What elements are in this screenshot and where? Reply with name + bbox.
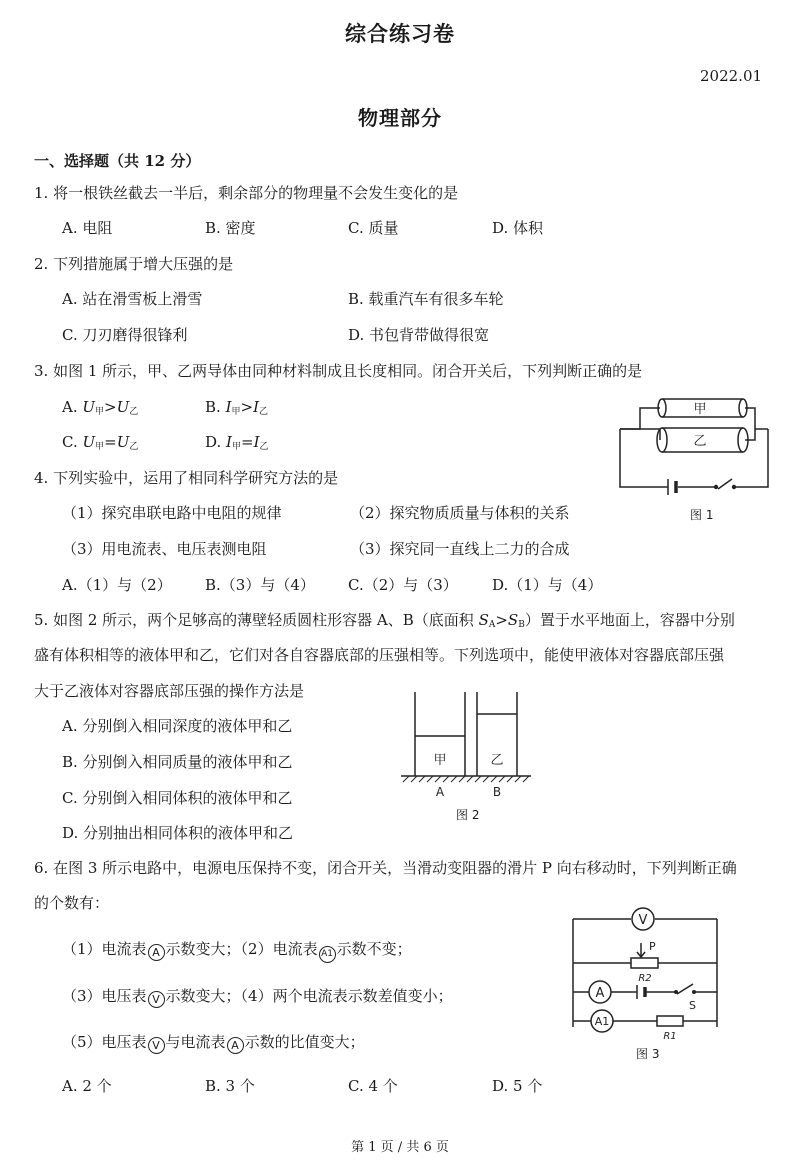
voltmeter-v-symbol: V [148,991,165,1008]
q1-option-d: D. 体积 [492,219,544,237]
figure-2-label-yi: 乙 [490,753,504,768]
q4-item-1: （1）探究串联电路中电阻的规律 [62,504,282,522]
figure-3-label-s: S [689,999,696,1012]
figure-3-voltmeter-label: V [638,913,648,928]
q3-option-d: D. $I_甲=I_乙$ [205,433,269,452]
q1-option-a: A. 电阻 [62,219,113,237]
q6-stem-line-2: 的个数有： [34,894,110,912]
figure-1-circuit [610,392,785,522]
q6-stem-line-1: 6. 在图 3 所示电路中，电源电压保持不变，闭合开关，当滑动变阻器的滑片 P 向右移动时，下列判断正确 [34,859,737,877]
q4-option-b: B.（3）与（4） [205,576,315,594]
figure-1-caption: 图 1 [690,508,714,522]
figure-3-label-p: P [649,940,656,953]
q4-option-a: A.（1）与（2） [62,576,172,594]
q1-option-c: C. 质量 [348,219,399,237]
q2-option-b: B. 载重汽车有很多车轮 [348,290,504,308]
ammeter-a-symbol: A [227,1037,244,1054]
figure-1-label-jia: 甲 [693,402,707,417]
figure-1-label-yi: 乙 [693,434,707,449]
q6-option-a: A. 2 个 [62,1077,112,1095]
figure-3-circuit [565,905,725,1045]
figure-2-label-b: B [492,785,502,799]
voltmeter-v-symbol: V [148,1037,165,1054]
figure-2-label-jia: 甲 [433,753,447,768]
figure-3-label-r1: R1 [663,1031,677,1042]
q3-option-c: C. $U_甲=U_乙$ [62,433,139,452]
q1-option-b: B. 密度 [205,219,256,237]
page-footer: 第 1 页 / 共 6 页 [351,1140,449,1155]
q4-stem: 4. 下列实验中，运用了相同科学研究方法的是 [34,469,339,487]
q1-stem: 1. 将一根铁丝截去一半后，剩余部分的物理量不会发生变化的是 [34,184,459,202]
figure-3-ammeter-a-label: A [595,986,605,1001]
figure-2-caption: 图 2 [456,808,480,822]
q6-option-b: B. 3 个 [205,1077,255,1095]
q3-option-a: A. $U_甲>U_乙$ [62,398,139,417]
ammeter-a-symbol: A [148,944,165,961]
exam-title: 综合练习卷 [345,21,455,46]
q2-stem: 2. 下列措施属于增大压强的是 [34,255,234,273]
q3-stem: 3. 如图 1 所示，甲、乙两导体由同种材料制成且长度相同。闭合开关后，下列判断正确的是 [34,362,643,380]
figure-2-containers [393,688,538,800]
q5-option-a: A. 分别倒入相同深度的液体甲和乙 [62,717,293,735]
q6-statement-3-4: （3）电压表 V 示数变大；（4）两个电流表示数差值变小； [62,987,453,1006]
q5-stem-line-1: 5. 如图 2 所示，两个足够高的薄壁轻质圆柱形容器 A、B（底面积 $S_A>S_B$）置于水平地面上，容器中分别 [34,611,735,630]
q5-stem-line-2: 盛有体积相等的液体甲和乙，它们对各自容器底部的压强相等。下列选项中，能使甲液体对容器底部压强 [34,646,725,664]
q4-item-3: （3）用电流表、电压表测电阻 [62,540,267,558]
q4-option-d: D.（1）与（4） [492,576,603,594]
figure-2-label-a: A [435,785,445,799]
part-heading: 一、选择题（共 12 分） [34,152,201,170]
figure-3-caption: 图 3 [636,1047,660,1061]
q5-stem-line-3: 大于乙液体对容器底部压强的操作方法是 [34,682,305,700]
q5-option-d: D. 分别抽出相同体积的液体甲和乙 [62,824,294,842]
q2-option-d: D. 书包背带做得很宽 [348,326,490,344]
q2-option-a: A. 站在滑雪板上滑雪 [62,290,203,308]
q4-item-2: （2）探究物质质量与体积的关系 [350,504,570,522]
q6-option-d: D. 5 个 [492,1077,543,1095]
ammeter-a1-symbol: A1 [319,946,336,963]
q6-option-c: C. 4 个 [348,1077,398,1095]
q5-option-b: B. 分别倒入相同质量的液体甲和乙 [62,753,293,771]
q4-item-4: （3）探究同一直线上二力的合成 [350,540,570,558]
exam-date: 2022.01 [700,67,763,85]
q4-option-c: C.（2）与（3） [348,576,458,594]
q5-option-c: C. 分别倒入相同体积的液体甲和乙 [62,789,293,807]
figure-3-label-r2: R2 [638,973,652,984]
figure-3-ammeter-a1-label: A1 [594,1015,610,1028]
q6-statement-5: （5）电压表 V 与电流表 A 示数的比值变大； [62,1033,365,1052]
section-title: 物理部分 [358,106,442,130]
q3-option-b: B. $I_甲>I_乙$ [205,398,269,417]
q6-statement-1-2: （1）电流表 A 示数变大；（2）电流表 A1 示数不变； [62,939,412,963]
q2-option-c: C. 刀刃磨得很锋利 [62,326,188,344]
